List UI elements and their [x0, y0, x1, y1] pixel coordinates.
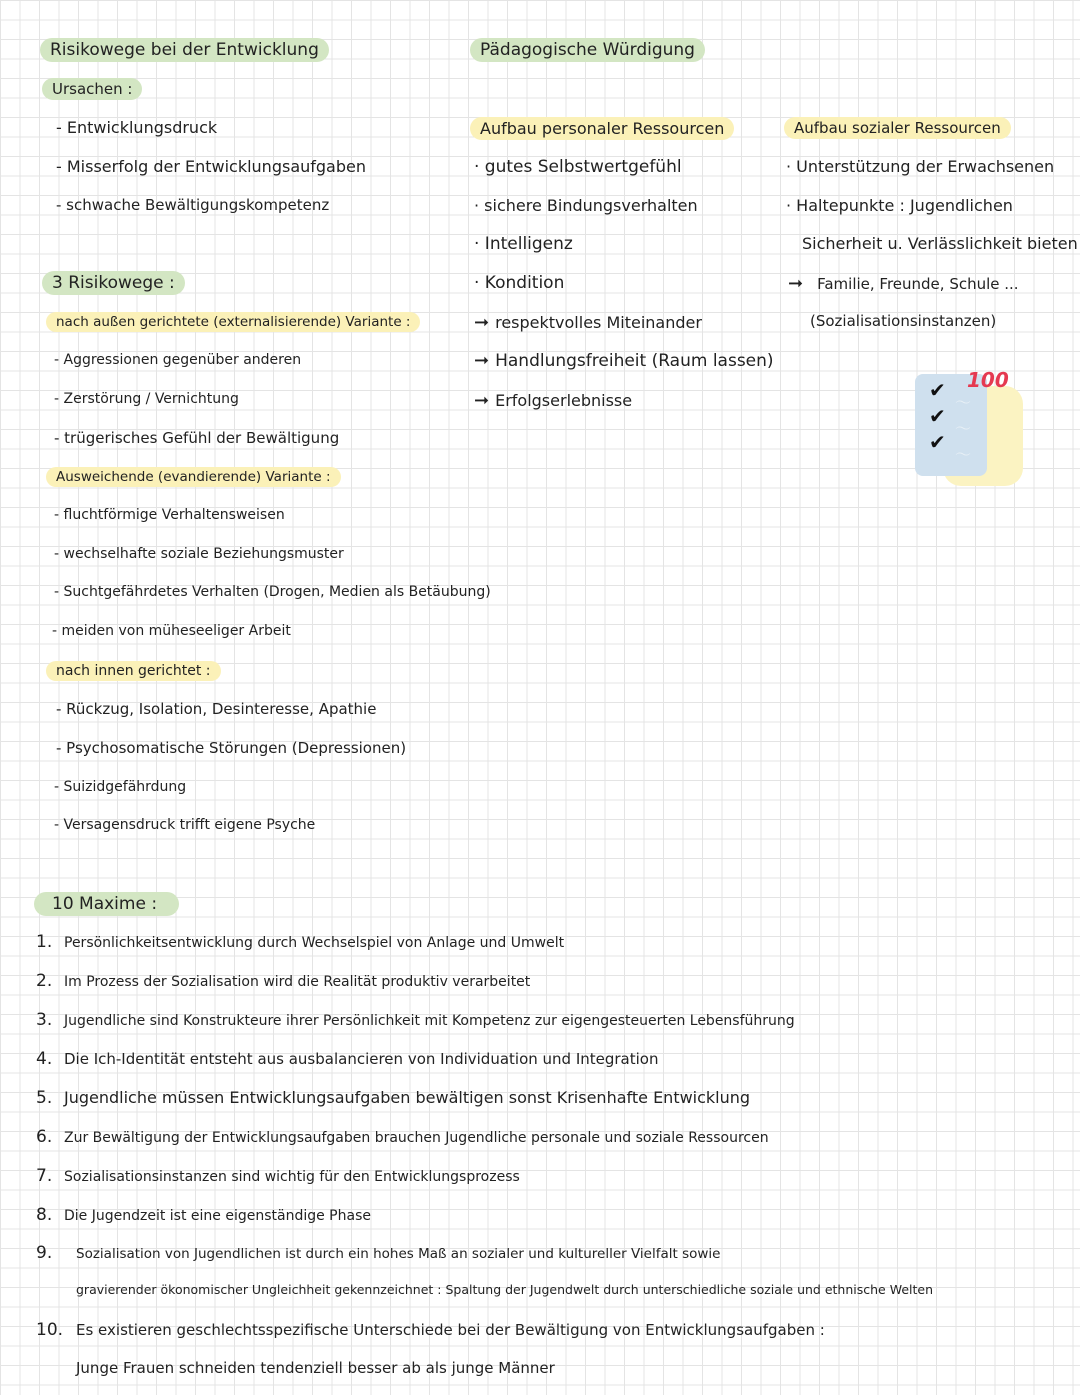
maxim-item — [36, 1166, 520, 1186]
arrow-item — [474, 390, 632, 411]
maxim-text: Die Jugendzeit ist eine eigenständige Phase — [64, 1208, 371, 1224]
social-resource-item: · Unterstützung der Erwachsenen — [786, 157, 1055, 176]
evasive-variant-label: Ausweichende (evandierende) Variante : — [46, 467, 341, 487]
maxim-number: 10. — [36, 1320, 64, 1340]
maxim-item — [36, 1243, 720, 1263]
maxims-title: 10 Maxime : — [34, 892, 179, 916]
checkmark-icon: ✔ — [929, 378, 946, 402]
arrow-item — [474, 350, 774, 371]
risk-ways-title: Risikowege bei der Entwicklung — [40, 38, 329, 62]
maxim-number: 8. — [36, 1205, 53, 1225]
maxim-text: Sozialisationsinstanzen sind wichtig für den Entwicklungsprozess — [64, 1169, 520, 1185]
maxim-text: Die Ich-Identität entsteht aus ausbalancieren von Individuation und Integration — [64, 1050, 659, 1068]
arrow-right-icon: ➞ — [474, 312, 490, 333]
checklist-sticker — [915, 368, 1025, 488]
evasive-item: - meiden von müheseeliger Arbeit — [52, 623, 291, 639]
inward-item: - Psychosomatische Störungen (Depressionen) — [56, 739, 407, 757]
arrow-right-icon: ➞ — [474, 350, 490, 371]
outward-item: - Zerstörung / Vernichtung — [54, 391, 239, 407]
personal-resource-item: · sichere Bindungsverhalten — [474, 196, 698, 215]
arrow-item-text: respektvolles Miteinander — [495, 313, 702, 332]
risk-ways-label: 3 Risikowege : — [42, 271, 185, 295]
evasive-item: - wechselhafte soziale Beziehungsmuster — [54, 546, 344, 562]
maxim-number: 5. — [36, 1088, 53, 1108]
pedagogical-evaluation-title: Pädagogische Würdigung — [470, 38, 705, 62]
maxim-item — [36, 1049, 659, 1069]
inward-item: - Rückzug, Isolation, Desinteresse, Apathie — [56, 700, 377, 718]
maxim-item — [36, 1205, 371, 1225]
cause-item: - Misserfolg der Entwicklungsaufgaben — [56, 157, 366, 176]
outward-item: - trügerisches Gefühl der Bewältigung — [54, 429, 340, 447]
hundred-points-icon: 100 — [967, 368, 1009, 392]
arrow-item-text: Handlungsfreiheit (Raum lassen) — [495, 351, 774, 371]
social-resource-item-continued: Sicherheit u. Verlässlichkeit bieten — [802, 234, 1078, 253]
checkmark-icon: ✔ — [929, 404, 946, 428]
maxim-number: 4. — [36, 1049, 53, 1069]
maxim-item-continued — [36, 1282, 933, 1297]
squiggle-icon: 〜 — [955, 419, 972, 438]
maxim-text: Junge Frauen schneiden tendenziell besser ab als junge Männer — [76, 1359, 555, 1377]
maxim-text: Zur Bewältigung der Entwicklungsaufgaben brauchen Jugendliche personale und soziale Ressourcen — [64, 1130, 769, 1146]
maxim-text: Persönlichkeitsentwicklung durch Wechselspiel von Anlage und Umwelt — [64, 935, 565, 951]
arrow-right-icon: ➞ — [474, 390, 490, 411]
maxim-text: Es existieren geschlechtsspezifische Unterschiede bei der Bewältigung von Entwicklungsaufgaben : — [76, 1321, 825, 1339]
inward-variant-label: nach innen gerichtet : — [46, 661, 221, 681]
arrow-item-text: Erfolgserlebnisse — [495, 391, 633, 410]
maxim-text: gravierender ökonomischer Ungleichheit gekennzeichnet : Spaltung der Jugendwelt durch unterschiedliche soziale und ethnische Welten — [76, 1282, 934, 1297]
cause-item: - schwache Bewältigungskompetenz — [56, 196, 330, 214]
evasive-item: - fluchtförmige Verhaltensweisen — [54, 507, 285, 523]
maxim-text: Jugendliche sind Konstrukteure ihrer Persönlichkeit mit Kompetenz zur eigengesteuerten Lebensführung — [64, 1013, 795, 1029]
maxim-item — [36, 1010, 795, 1030]
social-resource-item: · Haltepunkte : Jugendlichen — [786, 196, 1013, 215]
squiggle-icon: 〜 — [955, 393, 972, 412]
personal-resource-item: · Kondition — [474, 273, 565, 293]
maxim-item — [36, 1320, 825, 1340]
maxim-number: 1. — [36, 932, 53, 952]
inward-item: - Suizidgefährdung — [54, 779, 187, 795]
maxim-text: Jugendliche müssen Entwicklungsaufgaben bewältigen sonst Krisenhafte Entwicklung — [64, 1088, 751, 1107]
maxim-item — [36, 971, 530, 991]
maxim-number: 9. — [36, 1243, 53, 1263]
maxim-number: 3. — [36, 1010, 53, 1030]
checkmark-icon: ✔ — [929, 430, 946, 454]
maxim-item — [36, 1088, 750, 1108]
maxim-item — [36, 932, 564, 952]
cause-item: - Entwicklungsdruck — [56, 118, 218, 137]
maxim-number: 2. — [36, 971, 53, 991]
socialization-instances-note: (Sozialisationsinstanzen) — [810, 312, 997, 330]
social-arrow-item — [788, 273, 1019, 294]
causes-label: Ursachen : — [42, 78, 142, 100]
maxim-item-continued — [36, 1359, 555, 1377]
arrow-item — [474, 312, 702, 333]
outward-variant-label: nach außen gerichtete (externalisierende) Variante : — [46, 312, 420, 332]
maxim-text: Im Prozess der Sozialisation wird die Realität produktiv verarbeitet — [64, 974, 531, 990]
social-resources-label: Aufbau sozialer Ressourcen — [784, 117, 1011, 139]
maxim-text: Sozialisation von Jugendlichen ist durch ein hohes Maß an sozialer und kultureller Vielfalt sowie — [76, 1246, 721, 1262]
squiggle-icon: 〜 — [955, 445, 972, 464]
personal-resources-label: Aufbau personaler Ressourcen — [470, 117, 734, 140]
social-arrow-text: Familie, Freunde, Schule ... — [817, 275, 1019, 293]
maxim-item — [36, 1127, 769, 1147]
personal-resource-item: · Intelligenz — [474, 234, 573, 254]
maxim-number: 6. — [36, 1127, 53, 1147]
outward-item: - Aggressionen gegenüber anderen — [54, 352, 302, 368]
maxim-number: 7. — [36, 1166, 53, 1186]
inward-item: - Versagensdruck trifft eigene Psyche — [54, 817, 316, 833]
arrow-right-icon: ➞ — [788, 273, 804, 294]
evasive-item: - Suchtgefährdetes Verhalten (Drogen, Medien als Betäubung) — [54, 584, 491, 600]
personal-resource-item: · gutes Selbstwertgefühl — [474, 157, 682, 177]
